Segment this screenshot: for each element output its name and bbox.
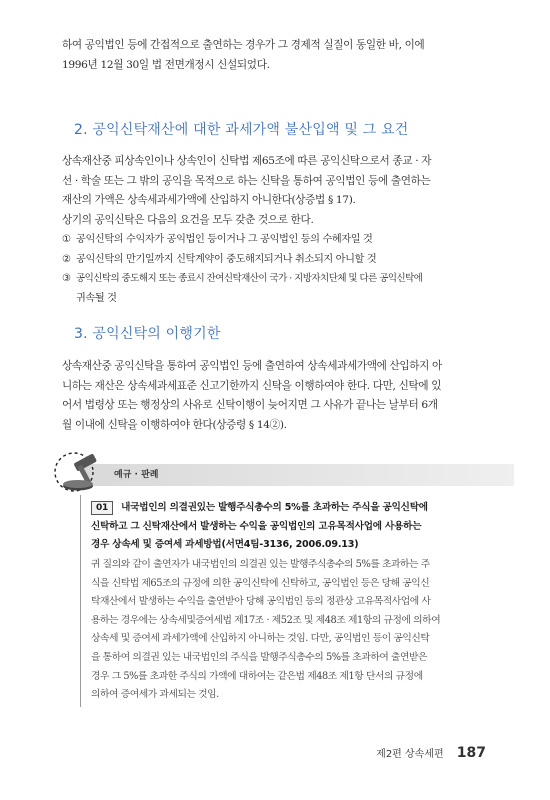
list-item [62, 269, 492, 308]
text-line: 상속재산중 피상속인이나 상속인이 신탁법 제65조에 따른 공익신탁으로서 종교 · 자 [62, 155, 432, 167]
text-line: 상속세 및 증여세 과세가액에 산입하지 아니하는 것임. 다만, 공익법인 등이 공익신탁 [91, 633, 430, 645]
case-text [91, 556, 496, 705]
item-number: ② [62, 253, 71, 265]
text-line: 을 통하여 의결권 있는 내국법인의 주식을 발행주식총수의 5%를 초과하여 출연받은 [91, 651, 428, 663]
section-2-paragraph [62, 152, 490, 230]
case-body [80, 495, 493, 707]
section-3-paragraph [62, 357, 490, 435]
text-line: 선 · 학술 또는 그 밖의 공익을 목적으로 하는 신탁을 통하여 공익법인 등에 출연하는 [62, 174, 431, 187]
text-line: 탁재산에서 발생하는 수익을 출연받아 당해 공익법인 등의 정관상 고유목적사업에 사 [91, 596, 431, 608]
text-line: 식을 신탁법 제65조의 규정에 의한 공익신탁에 신탁하고, 공익법인 등은 당해 공익신 [91, 577, 430, 589]
text-line: 상속재산중 공익신탁을 통하여 공익법인 등에 출연하여 상속세과세가액에 산입하지 아 [62, 360, 442, 372]
section-3-title: 3. 공익신탁의 이행기한 [74, 326, 221, 342]
item-text: 공익신탁의 수익자가 공익법인 등이거나 그 공익법인 등의 수혜자일 것 [76, 234, 373, 245]
list-item [62, 230, 492, 250]
item-text: 귀속될 것 [76, 292, 117, 304]
text-line: 상기의 공익신탁은 다음의 요건을 모두 갖춘 것으로 한다. [62, 213, 314, 226]
chapter-label: 제2편 상속세편 [376, 749, 444, 760]
item-text: 공익신탁의 만기일까지 신탁계약이 중도해지되거나 취소되지 아니할 것 [76, 253, 377, 265]
case-title-line: 신탁하고 그 신탁재산에서 발생하는 수익을 공익법인의 고유목적사업에 사용하는 [91, 520, 422, 532]
item-text: 공익신탁의 중도해지 또는 종료시 잔여신탁재산이 국가 · 지방자치단체 및 다른 공익신탁에 [76, 273, 423, 284]
intro-paragraph [62, 36, 490, 75]
text-line: 의하여 증여세가 과세되는 것임. [91, 689, 219, 701]
item-number: ① [62, 234, 71, 245]
case-title-line [91, 499, 496, 518]
text-line: 하여 공익법인 등에 간접적으로 출연하는 경우가 그 경제적 실질이 동일한 바, 이에 [62, 39, 425, 51]
text-line: 귀 질의와 같이 출연자가 내국법인의 의결권 있는 발행주식총수의 5%를 초과하는 주 [91, 559, 430, 570]
text-line: 1996년 12월 30일 법 전면개정시 신설되었다. [62, 58, 270, 71]
text-line: 경우 그 5%를 초과한 주식의 가액에 대하여는 같은법 제48조 제1항 단서의 규정에 [91, 670, 423, 682]
text-line: 어서 법령상 또는 행정상의 사유로 신탁이행이 늦어지면 그 사유가 끝나는 날부터 6개 [62, 399, 438, 411]
text-line: 용하는 경우에는 상속세및증여세법 제17조 · 제52조 및 제48조 제1항의 규정에 의하여 [91, 614, 441, 626]
text-line: 재산의 가액은 상속세과세가액에 산입하지 아니한다(상증법 § 17). [62, 194, 356, 206]
case-tag: 예규 · 판례 [114, 470, 159, 480]
text-line: 월 이내에 신탁을 이행하여야 한다(상증령 § 14②). [62, 418, 287, 431]
case-title [91, 499, 496, 555]
case-header [44, 452, 514, 488]
text-line: 니하는 재산은 상속세과세표준 신고기한까지 신탁을 이행하여야 한다. 다만, 신탁에 있 [62, 379, 442, 392]
page-number: 187 [456, 745, 486, 761]
item-number: ③ [62, 273, 71, 284]
list-item [62, 250, 492, 270]
section-2-title: 2. 공익신탁재산에 대한 과세가액 불산입액 및 그 요건 [74, 122, 409, 138]
requirements-list [62, 230, 492, 308]
gavel-icon [44, 452, 124, 496]
page-footer [376, 742, 486, 761]
case-number-badge: 01 [91, 501, 113, 515]
case-title-line: 경우 상속세 및 증여세 과세방법(서면4팀-3136, 2006.09.13) [91, 539, 359, 550]
case-title-text: 내국법인의 의결권있는 발행주식총수의 5%를 초과하는 주식을 공익신탁에 [121, 502, 428, 513]
